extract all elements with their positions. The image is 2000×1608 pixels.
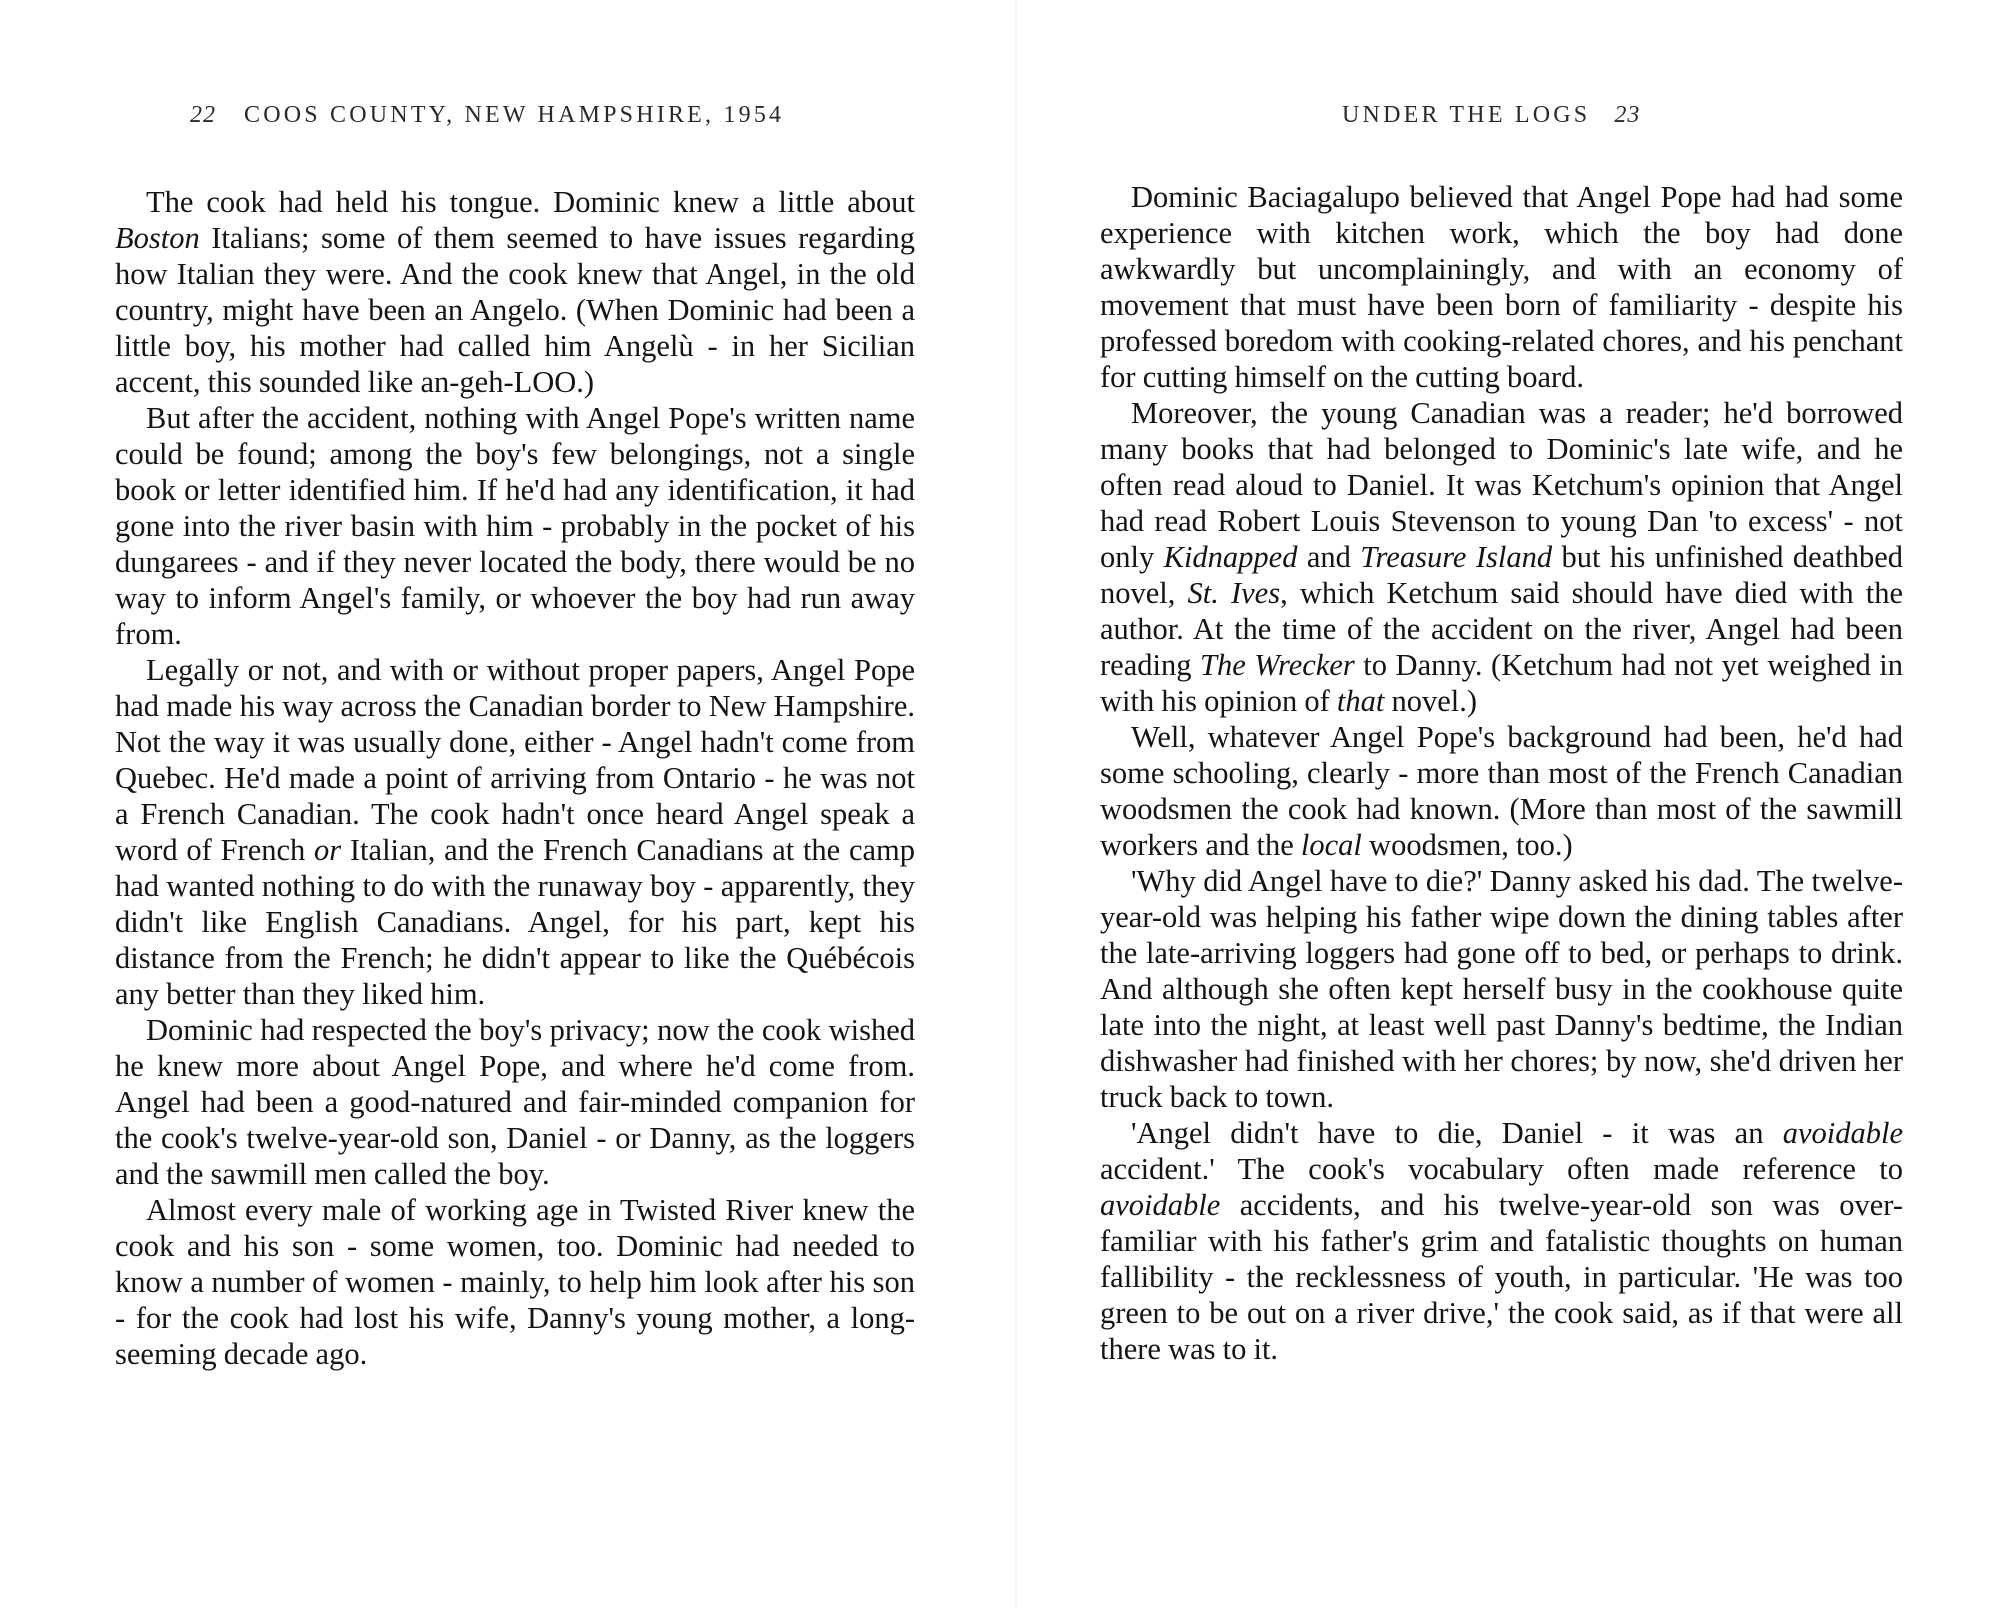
left-page-number: 22 [190, 102, 216, 128]
italic-run: Treasure Island [1360, 540, 1553, 574]
text-run: and [1297, 540, 1361, 574]
paragraph: Dominic Baciagalupo believed that Angel Pope had had some experience with kitchen work, which the boy had done awkwardly but uncomplainingly, and with an economy of movement that must have been born of familiarity - despite his professed boredom with cooking-related chores, and his penchant for cutting himself on the cutting board. [1100, 180, 1903, 394]
italic-run: Kidnapped [1163, 540, 1298, 574]
left-running-head [190, 100, 784, 130]
italic-run: The Wrecker [1200, 648, 1355, 682]
italic-run: avoidable [1782, 1116, 1903, 1150]
right-running-head-title: UNDER THE LOGS [1342, 102, 1591, 128]
paragraph [115, 652, 915, 1012]
text-run: to Danny. (Ketchum had not yet weighed in with his opinion of [1100, 648, 1903, 718]
italic-run: local [1300, 828, 1362, 862]
paragraph: But after the accident, nothing with Angel Pope's written name could be found; among the boy's few belongings, not a single book or letter identified him. If he'd had any identification, it had gone into the river basin with him - probably in the pocket of his dungarees - and if they never located the body, there would be no way to inform Angel's family, or whoever the boy had run away from. [115, 401, 915, 651]
text-run: novel.) [1384, 684, 1478, 718]
text-run: Legally or not, and with or without proper papers, Angel Pope had made his way across the Canadian border to New Hampshire. Not the way it was usually done, either - Angel hadn't come from Quebec. He'd made a point of arriving from Ontario - he was not a French Canadian. The cook hadn't once heard Angel speak a word of French [115, 653, 915, 867]
text-run: , which Ketchum said should have died with the author. At the time of the accident on the river, Angel had been reading [1100, 576, 1904, 682]
text-run: but his unfinished deathbed novel, [1100, 540, 1904, 610]
text-run: Italian, and the French Canadians at the camp had wanted nothing to do with the runaway boy - apparently, they didn't like English Canadians. Angel, for his part, kept his distance from the French; he didn't appear to like the Québécois any better than they liked him. [115, 833, 916, 1011]
paragraph [115, 184, 915, 400]
paragraph [1100, 395, 1903, 719]
italic-run: avoidable [1100, 1188, 1221, 1222]
text-run: accident.' The cook's vocabulary often made reference to [1100, 1152, 1903, 1186]
text-run: accidents, and his twelve-year-old son was over-familiar with his father's grim and fatalistic thoughts on human fallibility - the recklessness of youth, in particular. 'He was too green to be out on a river drive,' the cook said, as if that were all there was to it. [1100, 1188, 1903, 1366]
text-run: Well, whatever Angel Pope's background had been, he'd had some schooling, clearly - more than most of the French Canadian woodsmen the cook had known. (More than most of the sawmill workers and the [1100, 720, 1903, 862]
text-run: Moreover, the young Canadian was a reader; he'd borrowed many books that had belonged to Dominic's late wife, and he often read aloud to Daniel. It was Ketchum's opinion that Angel had read Robert Louis Stevenson to young Dan 'to excess' - not only [1100, 396, 1903, 574]
text-run: The cook had held his tongue. Dominic knew a little about [146, 185, 915, 219]
paragraph: Almost every male of working age in Twisted River knew the cook and his son - some women, too. Dominic had needed to know a number of women - mainly, to help him look after his son - for the cook had lost his wife, Danny's young mother, a long-seeming decade ago. [115, 1193, 915, 1371]
left-body-text [115, 184, 915, 1372]
right-running-head [1342, 100, 1640, 130]
paragraph [1100, 719, 1903, 863]
text-run: woodsmen, too.) [1361, 828, 1573, 862]
text-run: 'Angel didn't have to die, Daniel - it was an [1131, 1116, 1783, 1150]
paragraph: 'Why did Angel have to die?' Danny asked his dad. The twelve-year-old was helping his father wipe down the dining tables after the late-arriving loggers had gone off to bed, or perhaps to drink. And although she often kept herself busy in the cookhouse quite late into the night, at least well past Danny's bedtime, the Indian dishwasher had finished with her chores; by now, she'd driven her truck back to town. [1100, 864, 1903, 1114]
right-page [1017, 0, 2000, 1608]
italic-run: that [1336, 684, 1385, 718]
paragraph: Dominic had respected the boy's privacy; now the cook wished he knew more about Angel Pope, and where he'd come from. Angel had been a good-natured and fair-minded companion for the cook's twelve-year-old son, Daniel - or Danny, as the loggers and the sawmill men called the boy. [115, 1013, 915, 1191]
italic-run: Boston [115, 221, 200, 255]
text-run: Italians; some of them seemed to have issues regarding how Italian they were. And the cook knew that Angel, in the old country, might have been an Angelo. (When Dominic had been a little boy, his mother had called him Angelù - in her Sicilian accent, this sounded like an-geh-LOO.) [115, 221, 915, 399]
italic-run: or [314, 833, 342, 867]
right-page-number: 23 [1614, 102, 1641, 128]
paragraph [1100, 1115, 1903, 1367]
italic-run: St. Ives [1187, 576, 1281, 610]
right-body-text [1100, 179, 1903, 1367]
left-running-head-title: COOS COUNTY, NEW HAMPSHIRE, 1954 [244, 102, 785, 128]
